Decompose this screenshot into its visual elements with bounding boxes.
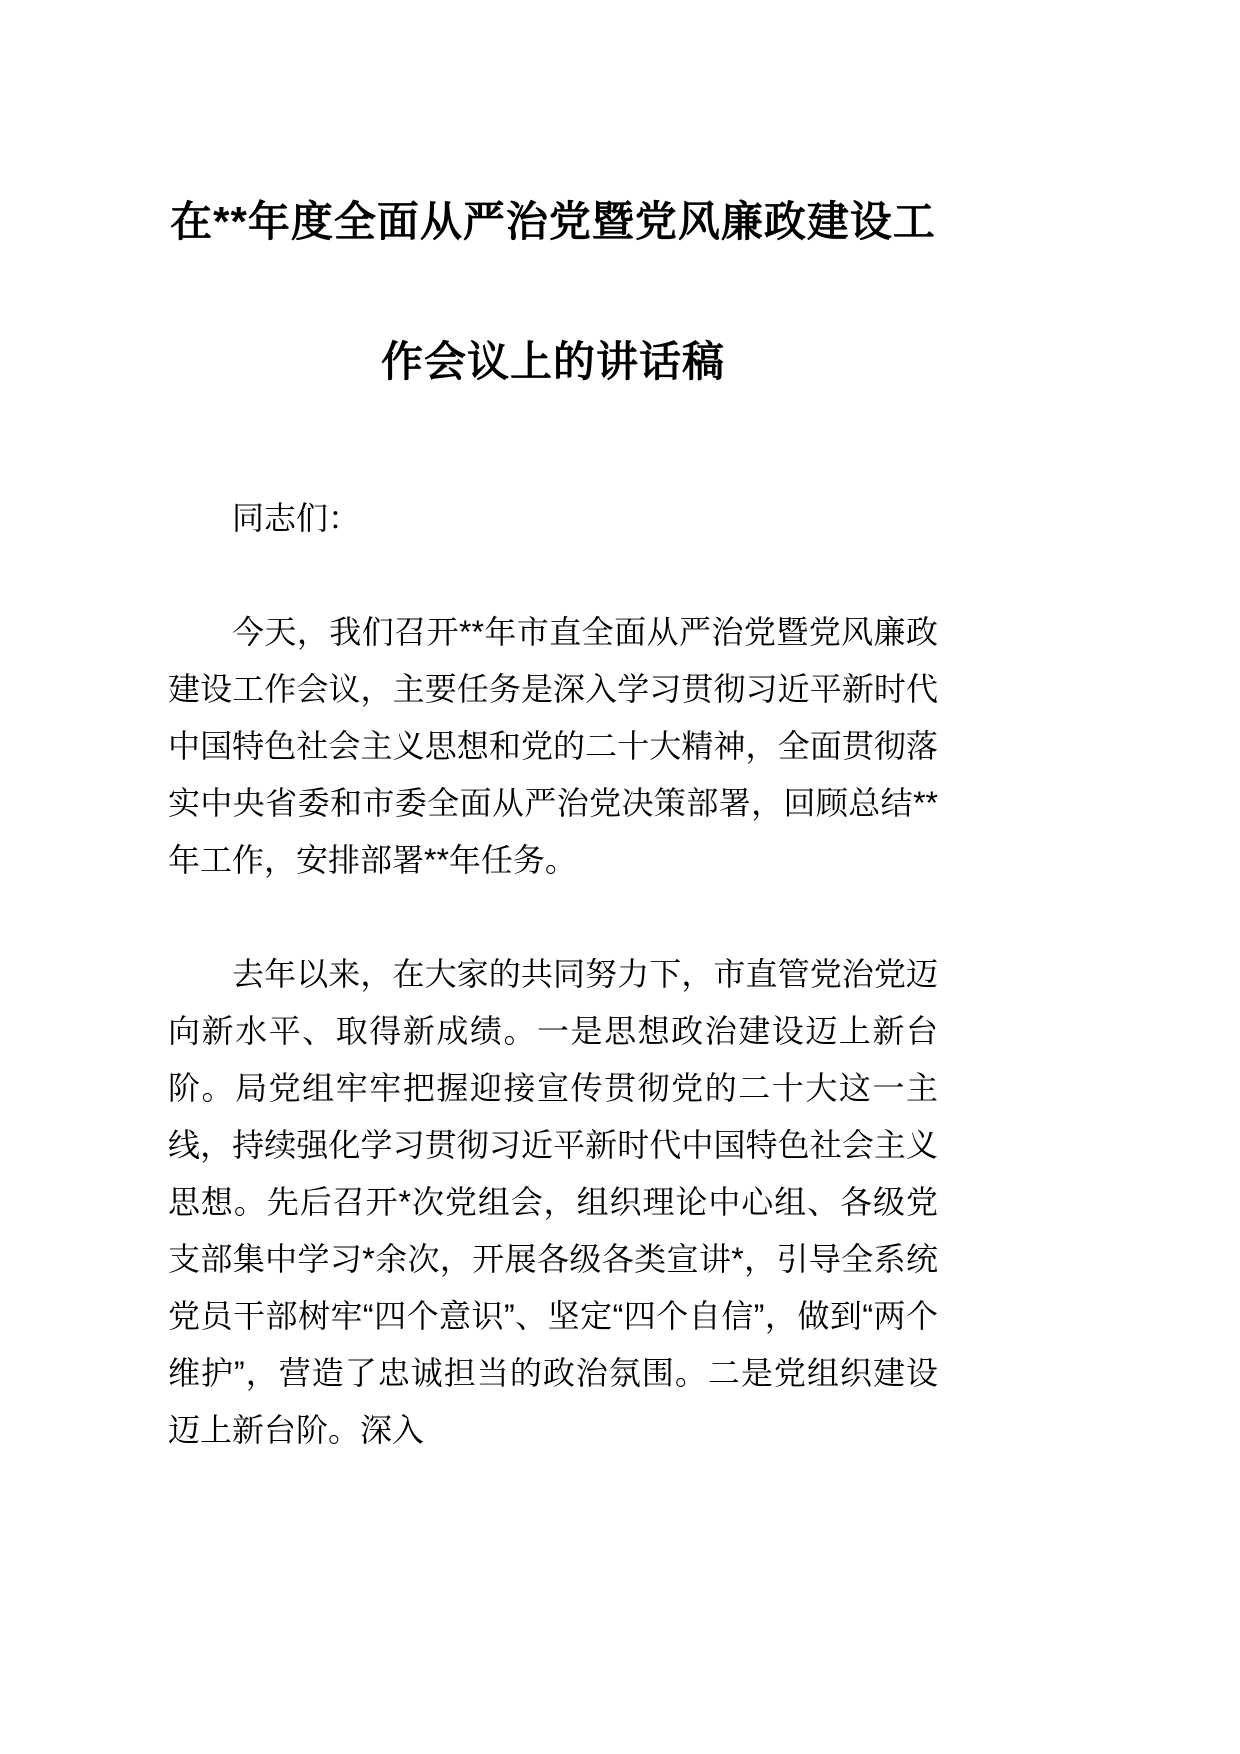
paragraph-greeting: 同志们： bbox=[232, 500, 361, 536]
document-content bbox=[168, 0, 938, 1459]
paragraph-2: 去年以来，在大家的共同努力下，市直管党治党迈向新水平、取得新成绩。一是思想政治建设迈上新台阶。局党组牢牢把握迎接宣传贯彻党的二十大这一主线，持续强化学习贯彻习近平新时代中国特色社会主义思想。先后召开*次党组会，组织理论中心组、各级党支部集中学习*余次，开展各级各类宣讲*，引导全系统党员干部树牢“四个意识”、坚定“四个自信”，做到“两个维护”，营造了忠诚担当的政治氛围。二是党组织建设迈上新台阶。深入 bbox=[168, 956, 938, 1448]
document-body bbox=[168, 490, 938, 1459]
document-title-line-2: 作会议上的讲话稿 bbox=[380, 338, 725, 385]
paragraph-1: 今天，我们召开**年市直全面从严治党暨党风廉政建设工作会议，主要任务是深入学习贯彻习近平新时代中国特色社会主义思想和党的二十大精神，全面贯彻落实中央省委和市委全面从严治党决策部署，回顾总结**年工作，安排部署**年任务。 bbox=[168, 614, 938, 878]
document-title bbox=[168, 152, 938, 432]
document-title-line-1: 在**年度全面从严治党暨党风廉政建设工 bbox=[170, 198, 936, 245]
